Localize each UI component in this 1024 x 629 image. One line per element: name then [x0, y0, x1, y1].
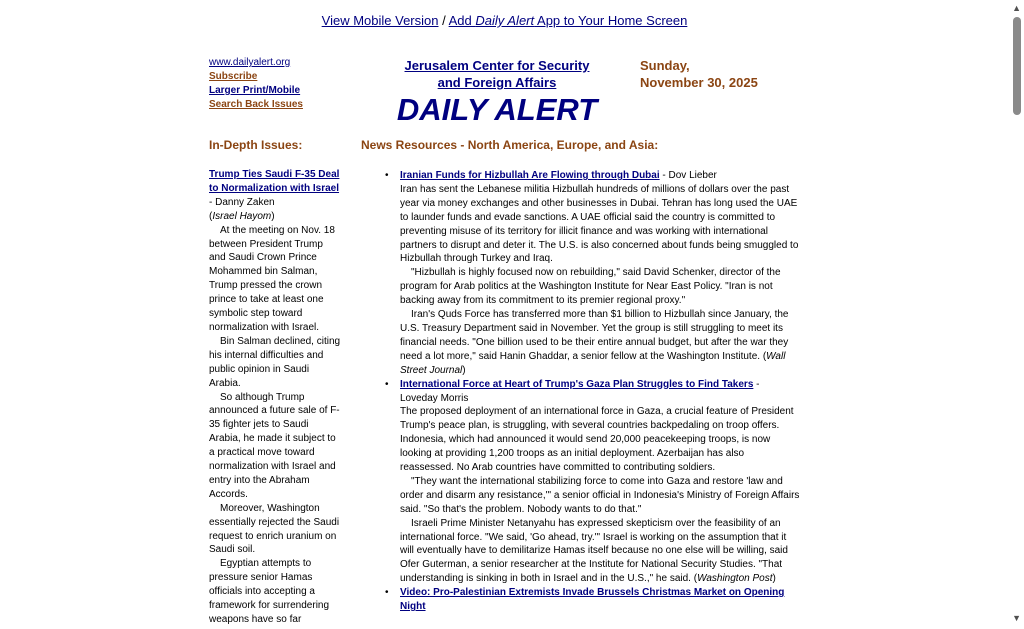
news-resources-heading: News Resources - North America, Europe, and Asia: [361, 138, 659, 152]
news-author: - Dov Lieber [659, 170, 717, 181]
add-app-link[interactable] [449, 13, 688, 28]
in-depth-article-title[interactable]: Trump Ties Saudi F-35 Deal to Normalization with Israel [209, 169, 340, 194]
news-item [385, 378, 800, 587]
in-depth-paragraph: Moreover, Washington essentially rejected the Saudi request to enrich uranium on Saudi soil. [209, 502, 340, 556]
subscribe-link[interactable]: Subscribe [209, 71, 258, 82]
issue-date [640, 57, 758, 91]
in-depth-paragraph: At the meeting on Nov. 18 between President Trump and Saudi Crown Prince Mohammed bin Salman, Trump pressed the crown prince to take at least one symbolic step toward normalization with Israel. [209, 224, 335, 333]
in-depth-heading: In-Depth Issues: [209, 138, 303, 152]
in-depth-source: Israel Hayom [212, 210, 272, 222]
daily-alert-logo: DAILY ALERT [396, 92, 598, 127]
news-title-link[interactable]: International Force at Heart of Trump's Gaza Plan Struggles to Find Takers [400, 378, 754, 390]
news-paragraph-text: Iran's Quds Force has transferred more than $1 billion to Hizbullah since January, the U.S. Treasury Department said in November. Yet the group is still struggling to meet its financial needs. "One billion used to be their entire annual budget, but after the war they need a lot more," said Hanin Ghaddar, a senior fellow at the Washington Institute. [400, 309, 789, 362]
in-depth-article: Trump Ties Saudi F-35 Deal to Normalization with Israel - Danny Zaken (Israel Hayom) At the meeting on Nov. 18 between President Trump and Saudi Crown Prince Mohammed bin Salman, Trump pressed the crown prince to take at least one symbolic step toward normalization with Israel. Bin Salman declined, citing his internal difficulties and public opinion in Saudi Arabia. So although Trump announced a future sale of F-35 fighter jets to Saudi Arabia, he made it subject to a practical move toward normalization with Israel and entry into the Abraham Accords. Moreover, Washington essentially rejected the Saudi request to enrich uranium on Saudi soil. Egyptian attempts to pressure senior Hamas officials into accepting a framework for surrendering weapons have so far [209, 169, 341, 625]
date-full: November 30, 2025 [640, 75, 758, 90]
larger-print-link[interactable]: Larger Print/Mobile [209, 85, 301, 96]
in-depth-author: - Danny Zaken [209, 196, 275, 208]
search-back-issues-link[interactable]: Search Back Issues [209, 99, 303, 110]
app-name: Daily Alert [475, 13, 535, 28]
news-title-link[interactable]: Iranian Funds for Hizbullah Are Flowing through Dubai [400, 170, 660, 181]
news-source: Wall Street Journal [400, 350, 786, 376]
news-paragraph-text: Israeli Prime Minister Netanyahu has expressed skepticism over the feasibility of an international force. "We said, 'Go ahead, try.'" Israel is working on the assumption that it will eventually have to demilitarize Hamas itself because no one else will be willing, said Ofer Guterman, a senior researcher at the Institute for National Security Studies. "That understanding is sinking in both in Israel and in the U.S.," he said. [400, 517, 788, 585]
news-item [385, 169, 800, 378]
org-title [380, 57, 614, 91]
add-suffix: App to Your Home Screen [534, 13, 688, 28]
org-line-2: and Foreign Affairs [437, 75, 557, 90]
vertical-scrollbar[interactable] [1009, 0, 1024, 629]
in-depth-paragraph: Egyptian attempts to pressure senior Hamas officials into accepting a framework for surrendering weapons have so far [209, 558, 330, 625]
org-link[interactable] [405, 58, 590, 90]
scroll-up-arrow-icon[interactable]: ▲ [1012, 3, 1021, 13]
news-title-link[interactable]: Video: Pro-Palestinian Extremists Invade Brussels Christmas Market on Opening Night [400, 587, 785, 613]
news-paragraph: Israeli Prime Minister Netanyahu has expressed skepticism over the feasibility of an international force. "We said, 'Go ahead, try.'" Israel is working on the assumption that it will eventually have to demilitarize Hamas itself because no one else will be willing, said Ofer Guterman, a senior researcher at the Institute for National Security Studies. "That understanding is sinking in both in Israel and in the U.S.," he said. (Washington Post) [400, 517, 788, 585]
news-list [385, 169, 800, 614]
date-weekday: Sunday, [640, 58, 690, 73]
bullet-icon: • [385, 170, 389, 181]
in-depth-paragraph: Bin Salman declined, citing his internal difficulties and public opinion in Saudi Arabia. [209, 335, 341, 389]
bullet-icon: • [385, 378, 389, 390]
add-prefix: Add [448, 13, 476, 28]
news-paragraph: "Hizbullah is highly focused now on rebuilding," said David Schenker, director of the program for Arab politics at the Washington Institute for Near East Policy. "Iran is not backing away from its commitment to its premier regional proxy." [400, 267, 781, 307]
news-author: - Loveday Morris [400, 378, 760, 404]
news-paragraph: "They want the international stabilizing force to come into Gaza and restore 'law and order and disarm any resistance,'" a senior official in Indonesia's Ministry of Foreign Affairs said. "So that's the problem. Nobody wants to do that." [400, 475, 800, 515]
separator: / [438, 13, 449, 28]
news-paragraph: Iran has sent the Lebanese militia Hizbullah hundreds of millions of dollars over the past year via money exchanges and other businesses in Dubai. Tehran has long used the UAE to launder funds and evade sanctions. A UAE official said the country is committed to preventing misuse of its territory for illicit finance and was working with international partners to disrupt and deter it. The U.S. is also concerned about funds being smuggled to Hizbullah through Turkey and Iraq. [400, 183, 799, 265]
left-links [209, 56, 303, 112]
news-item [385, 586, 800, 614]
news-source: Washington Post [697, 573, 773, 585]
mobile-version-link[interactable]: View Mobile Version [321, 13, 439, 28]
site-link[interactable]: www.dailyalert.org [209, 57, 291, 68]
scroll-down-arrow-icon[interactable]: ▼ [1012, 613, 1021, 623]
news-paragraph: The proposed deployment of an international force in Gaza, a crucial feature of President Trump's peace plan, is struggling, with several countries backpedaling on troop offers. Indonesia, which had announced it would send 20,000 peacekeeping troops, is now looking at providing 1,200 troops as an initial deployment. Azerbaijan has also reassessed. No Arab countries have committed to contributing soldiers. [400, 406, 794, 474]
bullet-icon: • [385, 587, 389, 599]
scroll-thumb[interactable] [1013, 17, 1021, 115]
org-line-1: Jerusalem Center for Security [404, 58, 590, 73]
in-depth-paragraph: So although Trump announced a future sale of F-35 fighter jets to Saudi Arabia, he made it subject to a practical move toward normalization with Israel and entry into the Abraham Accords. [209, 391, 340, 500]
top-banner [0, 13, 1009, 28]
news-paragraph: Iran's Quds Force has transferred more than $1 billion to Hizbullah since January, the U.S. Treasury Department said in November. Yet the group is still struggling to meet its financial needs. "One billion used to be their entire annual budget, but after the war they need a lot more," said Hanin Ghaddar, a senior fellow at the Washington Institute. (Wall Street Journal) [400, 309, 789, 376]
